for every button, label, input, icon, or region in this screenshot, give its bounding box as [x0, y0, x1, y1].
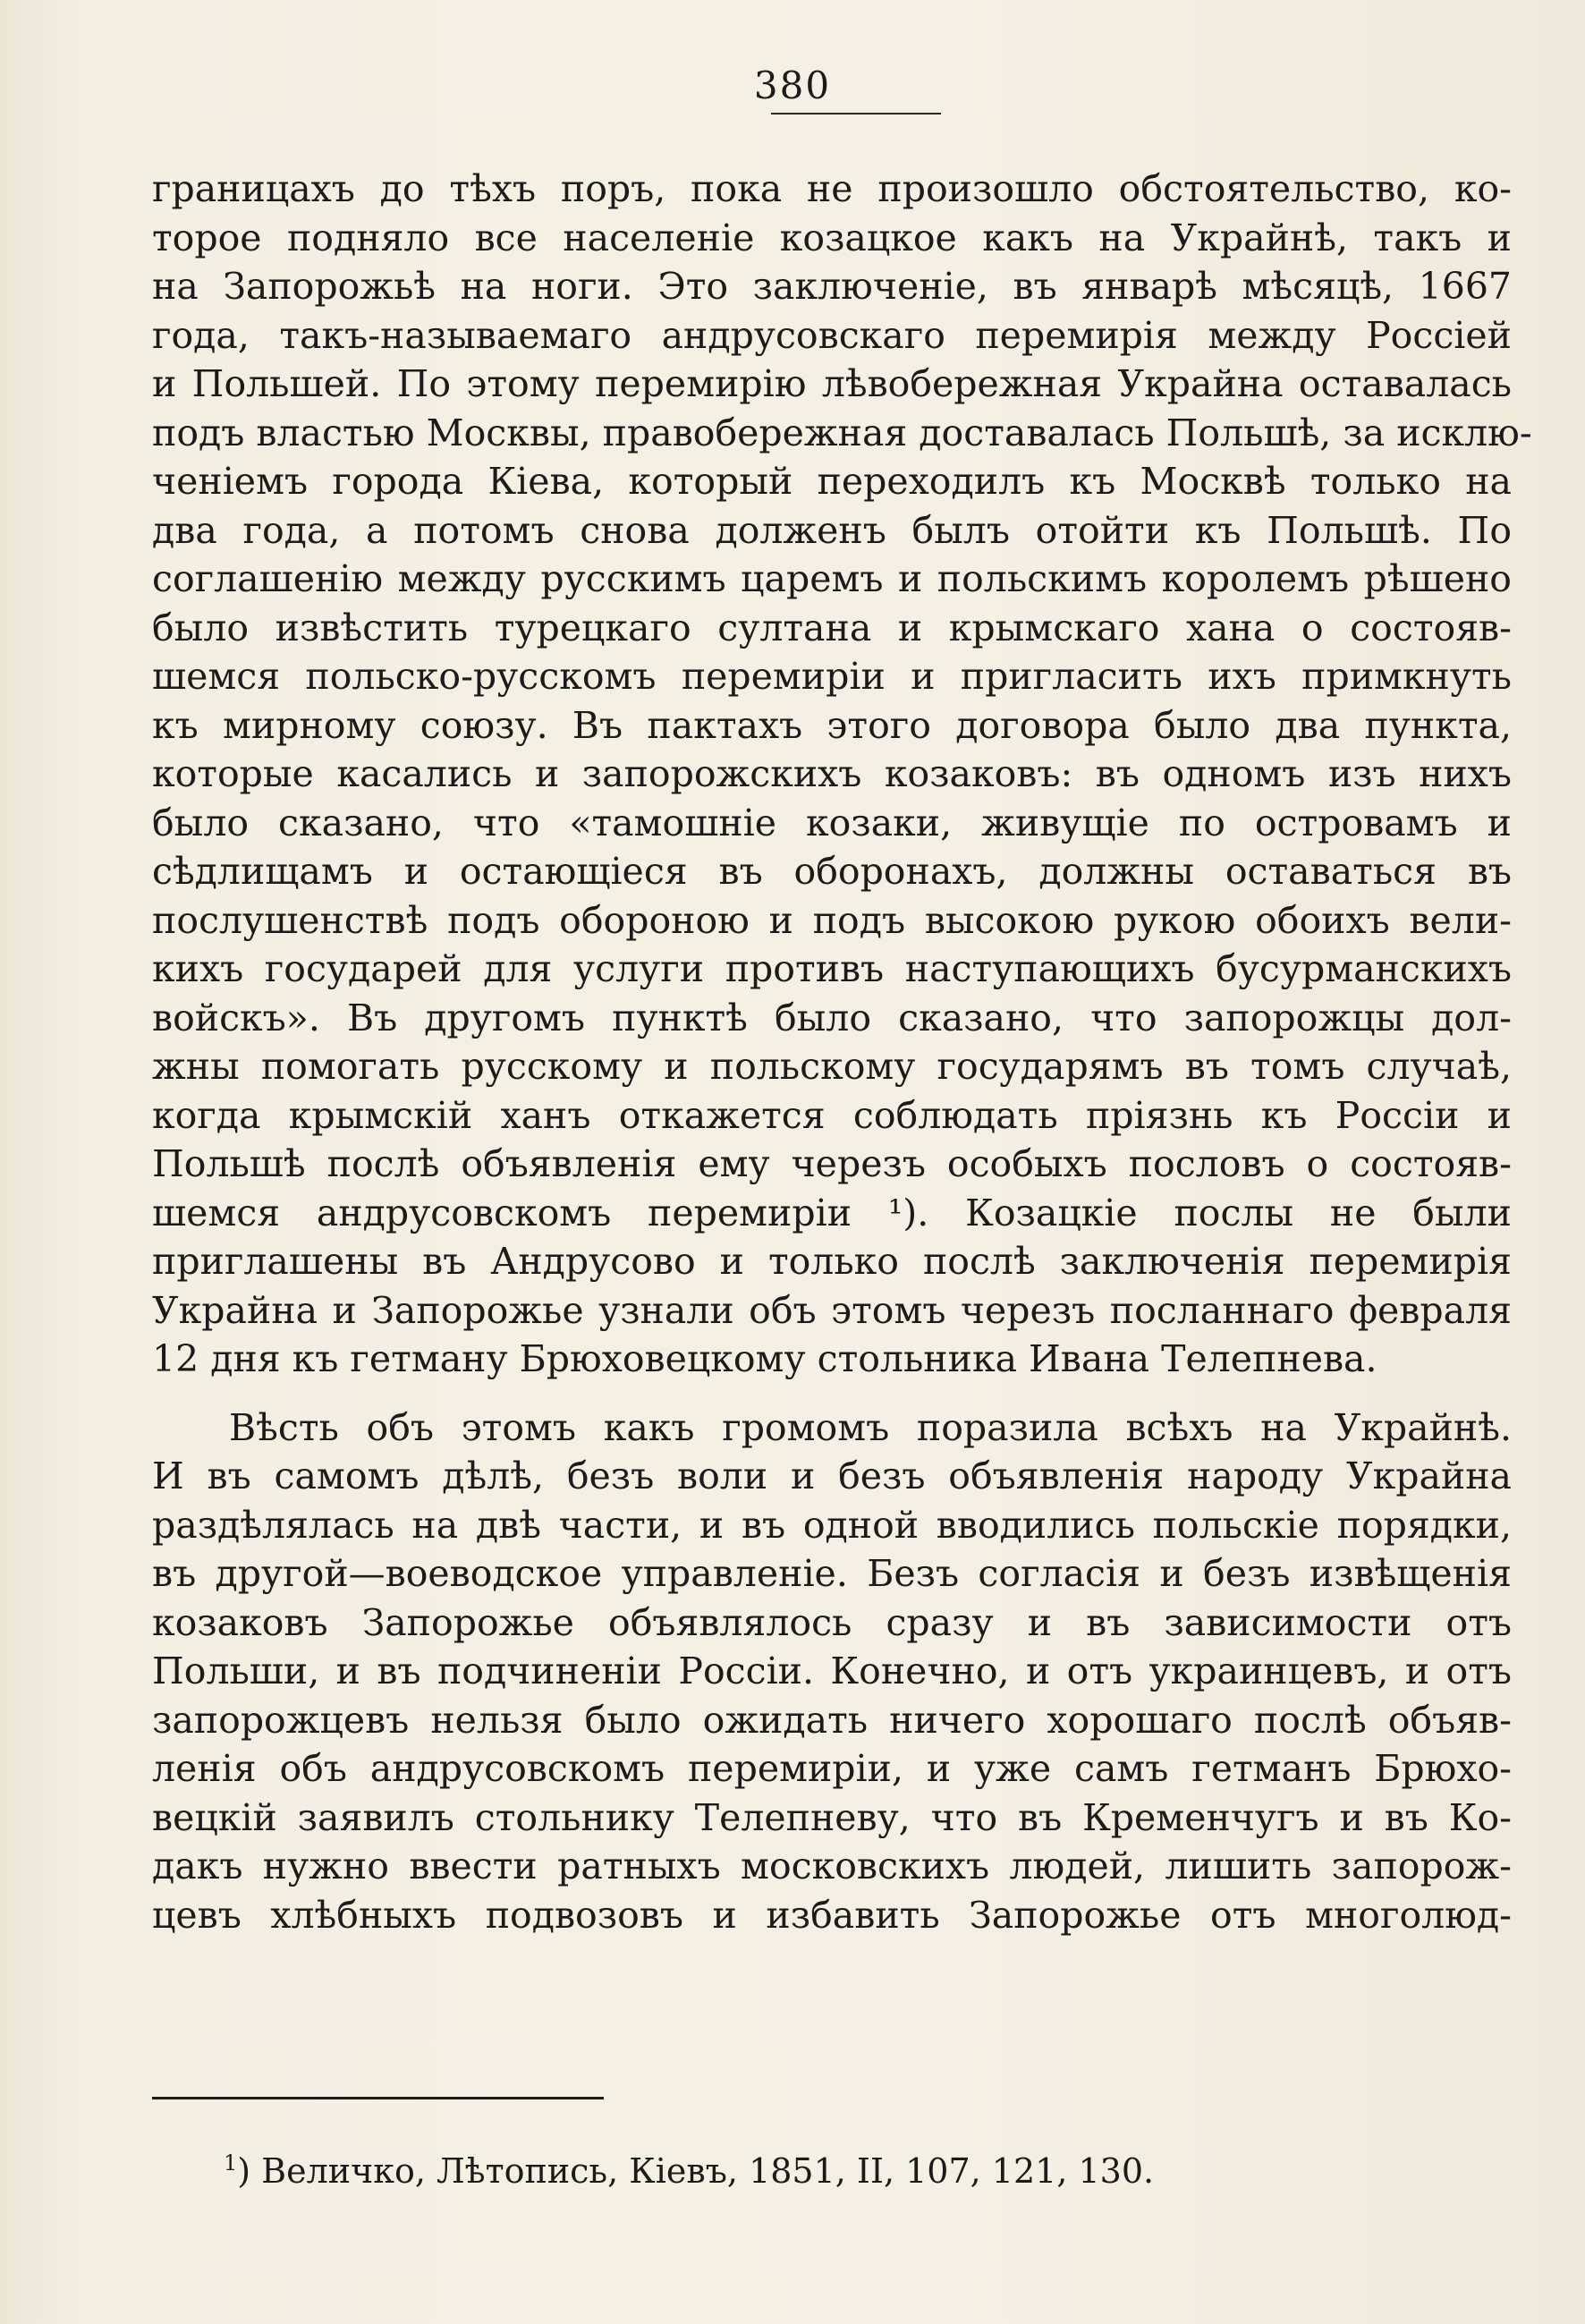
text-line: послушенствѣ подъ обороною и подъ высокою рукою обоихъ вели-: [152, 898, 1512, 942]
footnote-marker: 1: [224, 2150, 238, 2176]
text-line: шемся польско-русскомъ перемиріи и пригласить ихъ примкнуть: [152, 655, 1512, 698]
text-line: И въ самомъ дѣлѣ, безъ воли и безъ объявленія народу Украйна: [152, 1455, 1512, 1497]
text-line: къ мирному союзу. Въ пактахъ этого договора было два пункта,: [152, 703, 1512, 747]
text-line: вецкій заявилъ стольнику Телепневу, что въ Кременчугъ и въ Ко-: [152, 1795, 1512, 1839]
text-line: было сказано, что «тамошніе козаки, живущіе по островамъ и: [152, 801, 1512, 844]
text-line: шемся андрусовскомъ перемиріи ¹). Козацкіе послы не были: [152, 1191, 1512, 1234]
text-line: въ другой—воеводское управленіе. Безъ согласія и безъ извѣщенія: [152, 1552, 1512, 1595]
text-line: войскъ». Въ другомъ пунктѣ было сказано, что запорожцы дол-: [152, 996, 1512, 1039]
text-line: кихъ государей для услуги противъ наступающихъ бусурманскихъ: [152, 947, 1512, 990]
text-line: цевъ хлѣбныхъ подвозовъ и избавить Запорожье отъ многолюд-: [152, 1893, 1512, 1937]
text-line: дакъ нужно ввести ратныхъ московскихъ людей, лишить запорож-: [152, 1845, 1512, 1887]
text-line: торое подняло все населеніе козацкое какъ на Украйнѣ, такъ и: [152, 216, 1512, 259]
text-line: Польшѣ послѣ объявленія ему черезъ особыхъ пословъ о состояв-: [152, 1142, 1512, 1185]
text-line: Польши, и въ подчиненіи Россіи. Конечно, и отъ украинцевъ, и отъ: [152, 1650, 1512, 1692]
text-line: 12 дня къ гетману Брюховецкому стольника Ивана Телепнева.: [152, 1337, 1377, 1380]
text-line: жны помогать русскому и польскому государямъ въ томъ случаѣ,: [152, 1045, 1512, 1088]
text-line: границахъ до тѣхъ поръ, пока не произошло обстоятельство, ко-: [152, 167, 1512, 210]
text-line: года, такъ-называемаго андрусовскаго перемирія между Россіей: [152, 313, 1512, 357]
paragraph-2: [152, 1404, 1512, 1940]
paragraph-1: [152, 165, 1532, 1384]
text-line: которые касались и запорожскихъ козаковъ: въ одномъ изъ нихъ: [152, 752, 1512, 795]
text-line: сѣдлищамъ и остающіеся въ оборонахъ, должны оставаться въ: [152, 850, 1512, 893]
text-line: было извѣстить турецкаго султана и крымскаго хана о состояв-: [152, 606, 1512, 649]
text-line: на Запорожьѣ на ноги. Это заключеніе, въ январѣ мѣсяцѣ, 1667: [152, 265, 1512, 308]
header-rule: [771, 113, 941, 115]
text-line: приглашены въ Андрусово и только послѣ заключенія перемирія: [152, 1240, 1512, 1283]
text-line: и Польшей. По этому перемирію лѣвобережная Украйна оставалась: [152, 362, 1512, 405]
text-line: ленія объ андрусовскомъ перемиріи, и уже самъ гетманъ Брюхо-: [152, 1747, 1512, 1790]
text-line: Вѣсть объ этомъ какъ громомъ поразила всѣхъ на Украйнѣ.: [229, 1405, 1512, 1449]
text-line: соглашенію между русскимъ царемъ и польскимъ королемъ рѣшено: [152, 557, 1512, 600]
footnote-text: ) Величко, Лѣтопись, Кіевъ, 1851, II, 107, 121, 130.: [237, 2151, 1155, 2191]
text-line: когда крымскій ханъ откажется соблюдать пріязнь къ Россіи и: [152, 1093, 1512, 1137]
page-number: 380: [753, 64, 832, 107]
text-line: два года, а потомъ снова долженъ былъ отойти къ Польшѣ. По: [152, 508, 1512, 552]
text-line: ченіемъ города Кіева, который переходилъ къ Москвѣ только на: [152, 460, 1512, 503]
text-line: раздѣлялась на двѣ части, и въ одной вводились польскіе порядки,: [152, 1503, 1512, 1547]
body-text: [152, 165, 1532, 1939]
paragraph-gap: [152, 1384, 1512, 1404]
text-line: запорожцевъ нельзя было ожидать ничего хорошаго послѣ объяв-: [152, 1698, 1512, 1742]
footnote: [224, 2140, 1386, 2194]
text-line: подъ властью Москвы, правобережная доставалась Польшѣ, за исклю-: [152, 411, 1532, 454]
footnote-rule: [152, 2097, 604, 2099]
text-line: Украйна и Запорожье узнали объ этомъ черезъ посланнаго февраля: [152, 1288, 1512, 1332]
text-line: козаковъ Запорожье объявлялось сразу и въ зависимости отъ: [152, 1600, 1512, 1644]
